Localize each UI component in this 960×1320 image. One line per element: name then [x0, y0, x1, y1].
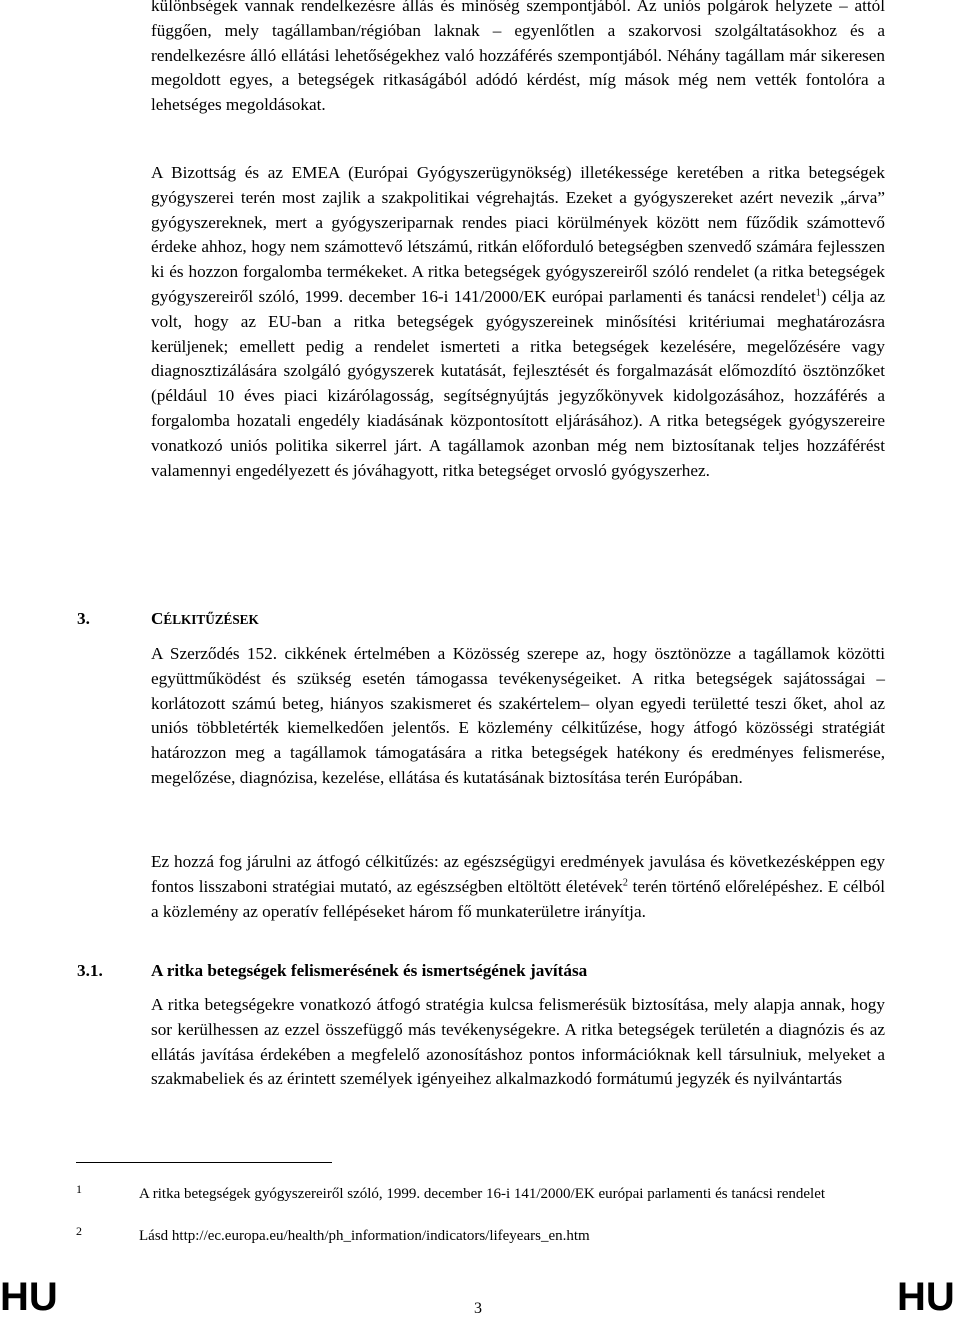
body-paragraph-1: különbségek vannak rendelkezésre állás és minőség szempontjából. Az uniós polgárok helyzete – attól függően, mely tagállamban/régióban laknak – egyenlőtlen a szakorvosi szolgáltatásokhoz és a rendelkezésre álló ellátási lehetőségekhez való hozzáférés szempontjából. Néhány tagállam már sikeresen megoldott egyes, a betegségek ritkaságából adódó kérdést, míg mások még nem vették fontolóra a lehetséges megoldásokat.: [151, 0, 885, 115]
body-paragraph-3: A Szerződés 152. cikkének értelmében a Közösség szerepe az, hogy ösztönözze a tagállamok közötti együttműködést és szükség esetén támogassa tevékenységeiket. A ritka betegségek sajátosságai – korlátozott számú beteg, hiányos szakismeret és szakértelem– olyan egyedi területté teszi őket, ahol az uniós többletérték kiemelkedően jelentős. E közlemény célkitűzése, hogy átfogó közösségi stratégiát határozzon meg a tagállamok támogatására a ritka betegségek hatékony és eredményes felismerése, megelőzése, diagnózisa, kezelése, ellátása és kutatásának biztosítása terén Európában.: [151, 644, 885, 787]
body-paragraph-4: [151, 850, 885, 924]
page-number: 3: [474, 1300, 482, 1317]
footnote-1-number: 1: [76, 1182, 82, 1196]
footnote-2-number: 2: [76, 1224, 82, 1238]
footnote-ref-2[interactable]: 2: [622, 877, 628, 889]
paragraph-4-text-a: Ez hozzá fog járulni az átfogó célkitűzés: az egészségügyi eredmények javulása és következésképpen egy fontos lisszaboni stratégiai mutató, az egészségben eltöltött életévek: [151, 852, 885, 896]
footer-language-left: HU: [0, 1275, 58, 1319]
footnote-1-text: A ritka betegségek gyógyszereiről szóló, 1999. december 16-i 141/2000/EK európai parlamenti és tanácsi rendelet: [139, 1186, 826, 1202]
section-3-1-number: 3.1.: [77, 961, 103, 980]
footnote-2-text[interactable]: Lásd http://ec.europa.eu/health/ph_information/indicators/lifeyears_en.htm: [139, 1228, 590, 1244]
body-paragraph-2: [151, 161, 885, 483]
paragraph-4-text-b: terén történő előrelépéshez. E célból a közlemény az operatív fellépéseket három fő munkaterületre irányítja.: [151, 876, 886, 921]
paragraph-2-text-a: A Bizottság és az EMEA (Európai Gyógyszerügynökség) illetékessége keretében a ritka betegségek gyógyszerei terén most zajlik a szakpolitikai végrehajtás. Ezeket a gyógyszereket azért nevezik „árva” gyógyszereknek, mert a gyógyszeriparnak rendes piaci körülmények között nem fűződik számottevő érdeke ahhoz, hogy nem számottevő létszámú, ritkán előforduló betegségben szenvedő számára fejlesszen ki és hozzon forgalomba termékeket. A ritka betegségek gyógyszereiről szóló rendelet (a ritka betegségek gyógyszereiről szóló, 1999. december 16-i 141/2000/EK európai parlamenti és tanácsi rendelet: [151, 163, 885, 306]
section-3-title-rest: ÉLKITŰZÉSEK: [163, 612, 259, 627]
section-3-1-title: A ritka betegségek felismerésének és ismertségének javítása: [151, 961, 588, 980]
footnote-ref-1[interactable]: 1: [815, 287, 821, 299]
footer-language-right: HU: [897, 1275, 955, 1319]
footnote-divider: [76, 1162, 332, 1163]
section-3-title-initial: C: [151, 609, 164, 628]
body-paragraph-5: A ritka betegségekre vonatkozó átfogó stratégia kulcsa felismerésük biztosítása, mely alapja annak, hogy sor kerülhessen az ezzel összefüggő más tevékenységekre. A ritka betegségek területén a diagnózis és az ellátás javítása érdekében a megfelelő azonosításhoz pontos információknak kell társulniuk, melyeket a szakmabeliek és az érintett személyek igényeihez alkalmazkodó formátumú jegyzék és nyilvántartás: [151, 995, 885, 1089]
paragraph-2-text-b: ) célja az volt, hogy az EU-ban a ritka betegségek gyógyszereinek minősítési kritériumai meghatározásra kerüljenek; emellett pedig a rendelet ismerteti a ritka betegségek kezelésére, megelőzésére vagy diagnosztizálására szolgáló gyógyszerek kutatását, fejlesztését és forgalmazását előmozdító ösztönzőket (például 10 éves piaci kizárólagosság, segítségnyújtás jegyzőkönyvek kidolgozásához, hozzáférés a forgalomba hozatali engedély kiadásának központosított eljárásához). A ritka betegségek gyógyszereire vonatkozó uniós politika sikerrel járt. A tagállamok azonban még nem biztosítanak teljes hozzáférést valamennyi engedélyezett és jóváhagyott, ritka betegséget orvosló gyógyszerhez.: [151, 286, 885, 480]
section-3-number: 3.: [77, 609, 90, 628]
section-3-title: [151, 607, 259, 632]
